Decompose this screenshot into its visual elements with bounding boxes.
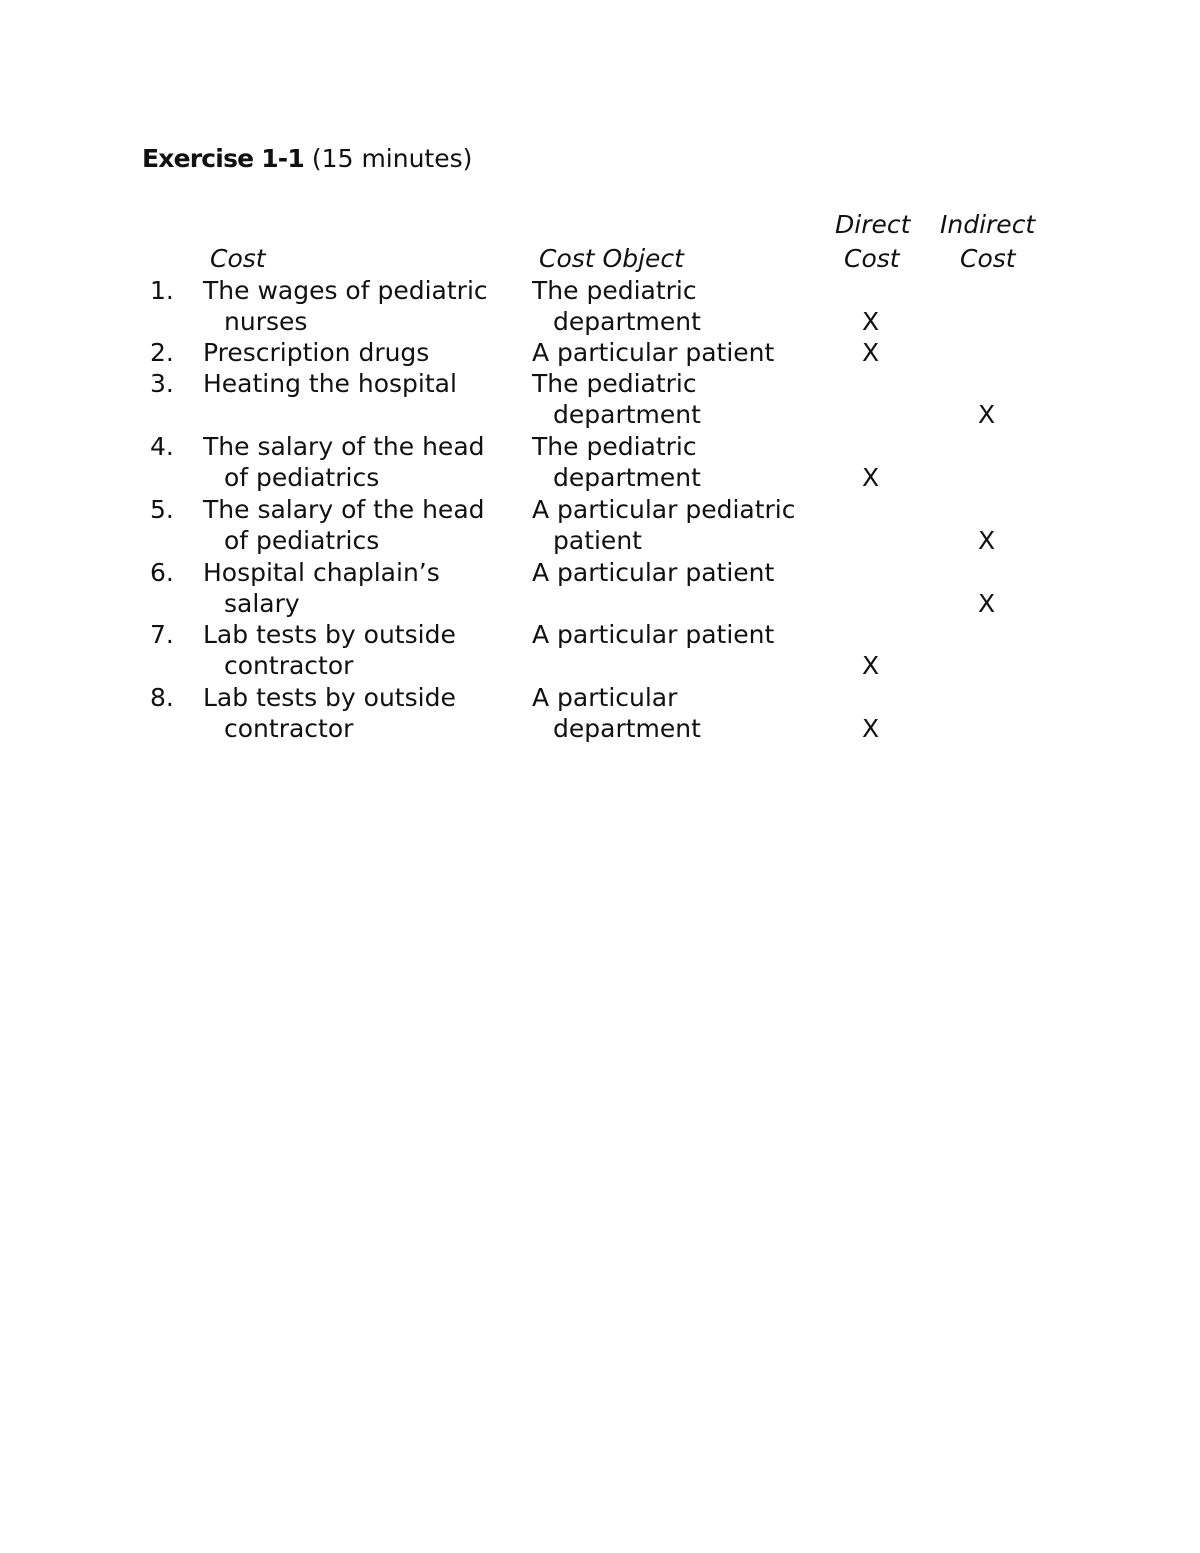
exercise-title-duration: (15 minutes) (303, 144, 473, 173)
row-number: 4. (150, 432, 174, 461)
direct-cost-mark: X (862, 338, 880, 367)
header-cost: Cost (210, 244, 266, 273)
cost-text: Hospital chaplain’s (203, 558, 440, 587)
row-number: 2. (150, 338, 174, 367)
cost-object-text: The pediatric (532, 276, 697, 305)
exercise-title-bold: Exercise 1-1 (142, 144, 304, 173)
direct-cost-mark: X (862, 463, 880, 493)
cost-text: of pediatrics (224, 526, 380, 556)
cost-text: salary (224, 589, 300, 619)
cost-text: The wages of pediatric (203, 276, 488, 305)
cost-text: contractor (224, 651, 354, 681)
exercise-title (142, 142, 472, 176)
cost-object-text: department (553, 463, 701, 493)
cost-object-text: A particular patient (532, 620, 775, 649)
row-number: 7. (150, 620, 174, 649)
cost-object-text: patient (553, 526, 642, 556)
cost-text: contractor (224, 714, 354, 744)
row-number: 1. (150, 276, 174, 305)
cost-object-text: department (553, 714, 701, 744)
row-number: 8. (150, 683, 174, 712)
header-direct-line2: Cost (844, 244, 900, 273)
header-indirect-line2: Cost (960, 244, 1016, 273)
cost-object-text: A particular patient (532, 558, 775, 587)
direct-cost-mark: X (862, 714, 880, 744)
header-indirect-line1: Indirect (940, 210, 1036, 239)
header-cost-object: Cost Object (539, 244, 684, 273)
cost-object-text: department (553, 400, 701, 430)
cost-object-text: A particular (532, 683, 678, 712)
indirect-cost-mark: X (978, 526, 996, 556)
cost-object-text: The pediatric (532, 432, 697, 461)
cost-object-text: A particular patient (532, 338, 775, 367)
row-number: 6. (150, 558, 174, 587)
cost-text: Lab tests by outside (203, 683, 456, 712)
direct-cost-mark: X (862, 307, 880, 337)
cost-text: Prescription drugs (203, 338, 430, 367)
indirect-cost-mark: X (978, 589, 996, 619)
cost-text: nurses (224, 307, 308, 337)
cost-object-text: department (553, 307, 701, 337)
header-direct-line1: Direct (835, 210, 911, 239)
indirect-cost-mark: X (978, 400, 996, 430)
cost-text: Heating the hospital (203, 369, 457, 398)
cost-object-text: The pediatric (532, 369, 697, 398)
cost-text: of pediatrics (224, 463, 380, 493)
row-number: 5. (150, 495, 174, 524)
cost-text: The salary of the head (203, 432, 485, 461)
row-number: 3. (150, 369, 174, 398)
direct-cost-mark: X (862, 651, 880, 681)
cost-text: The salary of the head (203, 495, 485, 524)
cost-text: Lab tests by outside (203, 620, 456, 649)
cost-object-text: A particular pediatric (532, 495, 796, 524)
